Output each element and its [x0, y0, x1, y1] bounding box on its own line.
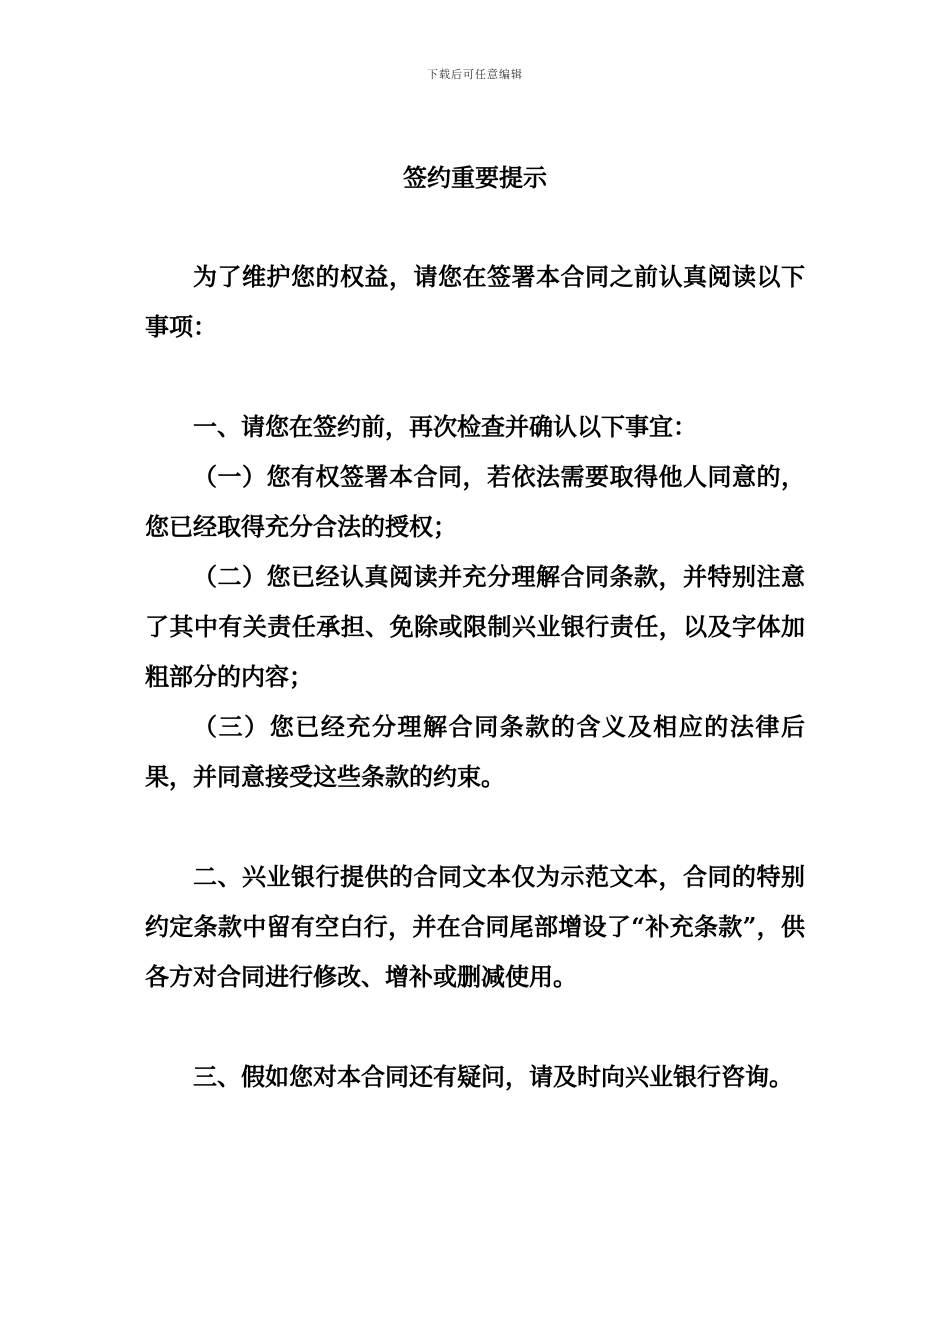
page-title: 签约重要提示 [403, 163, 547, 192]
header-note: 下载后可任意编辑 [427, 68, 523, 81]
section-1-item-3: （三）您已经充分理解合同条款的含义及相应的法律后果，并同意接受这些条款的约束。 [145, 712, 805, 791]
section-2-paragraph: 二、兴业银行提供的合同文本仅为示范文本，合同的特别约定条款中留有空白行，并在合同尾部增设了“补充条款”，供各方对合同进行修改、增补或删减使用。 [145, 862, 805, 991]
intro-paragraph: 为了维护您的权益，请您在签署本合同之前认真阅读以下事项： [145, 262, 805, 341]
paragraph-gap [145, 802, 805, 852]
section-1-item-1: （一）您有权签署本合同，若依法需要取得他人同意的，您已经取得充分合法的授权； [145, 462, 805, 541]
section-3-paragraph: 三、假如您对本合同还有疑问，请及时向兴业银行咨询。 [193, 1062, 793, 1091]
section-1-item-2: （二）您已经认真阅读并充分理解合同条款，并特别注意了其中有关责任承担、免除或限制兴业银行责任，以及字体加粗部分的内容； [145, 562, 805, 691]
paragraph-gap [145, 352, 805, 402]
paragraph-gap [145, 1002, 805, 1052]
section-1-heading: 一、请您在签约前，再次检查并确认以下事宜： [193, 412, 697, 441]
document-body [145, 252, 805, 1102]
